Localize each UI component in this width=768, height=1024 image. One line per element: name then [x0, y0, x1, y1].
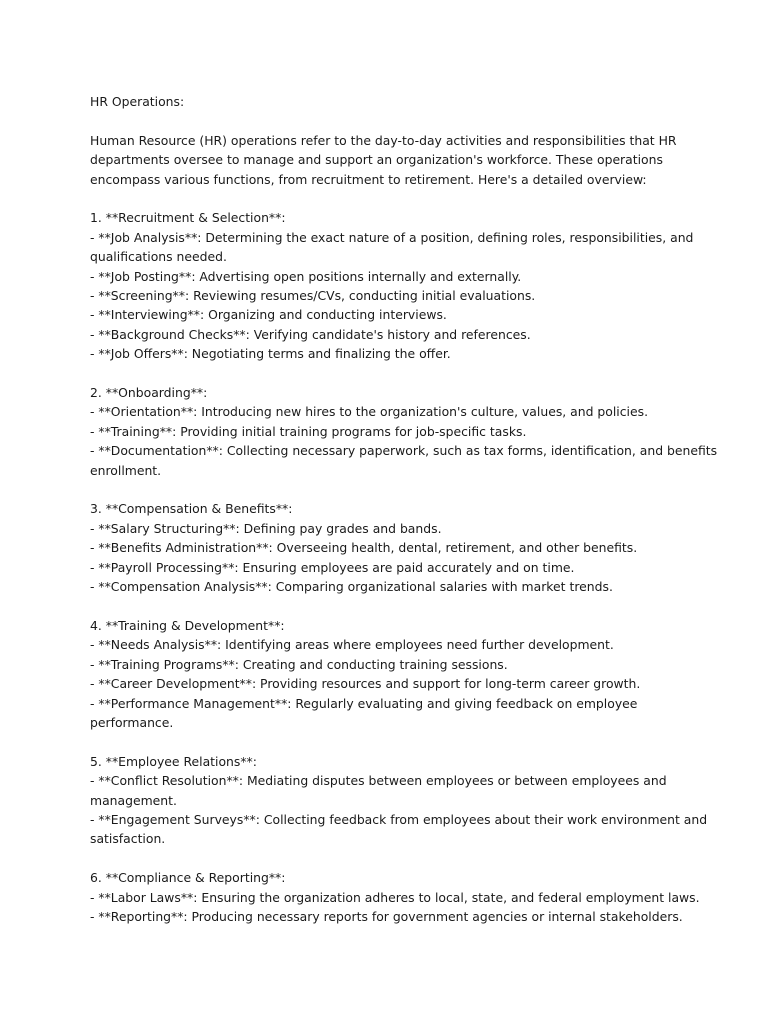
paragraph-gap — [90, 364, 680, 383]
section-line: - **Conflict Resolution**: Mediating disputes between employees or between employees and — [90, 773, 667, 789]
section-line: - **Career Development**: Providing resources and support for long-term career growth. — [90, 676, 641, 692]
section-heading: 3. **Compensation & Benefits**: — [90, 501, 293, 517]
section-heading: 1. **Recruitment & Selection**: — [90, 210, 286, 226]
section-line: - **Training Programs**: Creating and conducting training sessions. — [90, 656, 508, 672]
section-compensation — [90, 499, 680, 596]
section-heading: 6. **Compliance & Reporting**: — [90, 870, 286, 886]
section-line: - **Screening**: Reviewing resumes/CVs, conducting initial evaluations. — [90, 288, 536, 304]
intro-line: Human Resource (HR) operations refer to the day-to-day activities and responsibilities that HR — [90, 132, 677, 148]
section-line: - **Training**: Providing initial training programs for job-specific tasks. — [90, 423, 527, 439]
intro-line: encompass various functions, from recruitment to retirement. Here's a detailed overview: — [90, 171, 647, 187]
paragraph-gap — [90, 480, 680, 499]
section-line: - **Engagement Surveys**: Collecting feedback from employees about their work environment and — [90, 811, 708, 827]
section-line: - **Payroll Processing**: Ensuring employees are paid accurately and on time. — [90, 559, 575, 575]
section-line: - **Performance Management**: Regularly evaluating and giving feedback on employee — [90, 695, 638, 711]
section-line: - **Job Analysis**: Determining the exact nature of a position, defining roles, responsibilities, and — [90, 229, 694, 245]
section-line: enrollment. — [90, 462, 162, 478]
section-line: - **Salary Structuring**: Defining pay grades and bands. — [90, 520, 442, 536]
paragraph-gap — [90, 111, 680, 130]
section-line: - **Benefits Administration**: Overseeing health, dental, retirement, and other benefits. — [90, 540, 638, 556]
section-line: - **Job Posting**: Advertising open positions internally and externally. — [90, 268, 522, 284]
section-onboarding — [90, 383, 718, 480]
section-line: qualifications needed. — [90, 249, 227, 265]
section-heading: 2. **Onboarding**: — [90, 385, 208, 401]
section-line: - **Labor Laws**: Ensuring the organization adheres to local, state, and federal employment laws. — [90, 889, 700, 905]
section-training — [90, 616, 680, 732]
section-line: satisfaction. — [90, 831, 166, 847]
section-line: - **Compensation Analysis**: Comparing organizational salaries with market trends. — [90, 579, 613, 595]
section-line: - **Reporting**: Producing necessary reports for government agencies or internal stakeholders. — [90, 908, 683, 924]
intro-line: departments oversee to manage and support an organization's workforce. These operations — [90, 152, 663, 168]
section-heading: 5. **Employee Relations**: — [90, 753, 257, 769]
section-line: - **Interviewing**: Organizing and conducting interviews. — [90, 307, 447, 323]
paragraph-gap — [90, 597, 680, 616]
paragraph-gap — [90, 189, 680, 208]
section-line: - **Background Checks**: Verifying candidate's history and references. — [90, 326, 531, 342]
section-line: - **Job Offers**: Negotiating terms and finalizing the offer. — [90, 346, 451, 362]
section-line: - **Documentation**: Collecting necessary paperwork, such as tax forms, identification, and benefits — [90, 443, 718, 459]
intro-paragraph — [90, 131, 680, 189]
paragraph-gap — [90, 732, 680, 751]
section-employee-relations — [90, 752, 708, 849]
document-title: HR Operations: — [90, 94, 185, 109]
paragraph-gap — [90, 849, 680, 868]
section-line: - **Orientation**: Introducing new hires to the organization's culture, values, and policies. — [90, 404, 649, 420]
section-compliance — [90, 868, 700, 926]
section-heading: 4. **Training & Development**: — [90, 617, 285, 633]
section-line: performance. — [90, 714, 174, 730]
section-line: management. — [90, 792, 177, 808]
section-recruitment — [90, 208, 694, 363]
section-line: - **Needs Analysis**: Identifying areas where employees need further development. — [90, 637, 614, 653]
document-page — [90, 92, 718, 926]
